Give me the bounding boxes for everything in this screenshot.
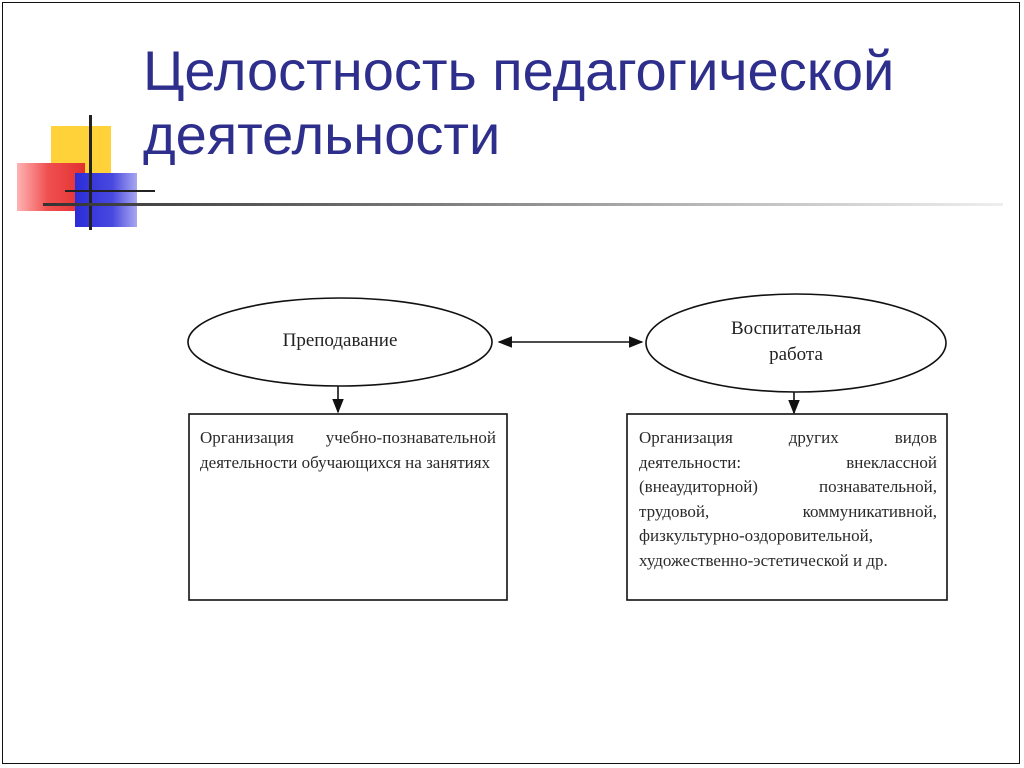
label-line-1: Воспитательная xyxy=(730,318,862,339)
label-prepodavanie: Преподавание xyxy=(282,330,398,351)
right-box-text: Организация других видов деятельности: внеклассной (внеаудиторной) познавательной, трудовой, коммуникативной, физкультурно-оздоровительной, художественно-эстетической и др. xyxy=(639,428,937,570)
right-ellipse-label xyxy=(683,316,909,368)
title-line-1: Целостность педагогической xyxy=(143,39,895,102)
left-ellipse-label xyxy=(223,328,457,354)
left-box-text: Организация учебно-познавательной деятельности обучающихся на занятиях xyxy=(200,428,496,472)
label-line-2: работа xyxy=(769,344,823,365)
diagram-canvas xyxy=(3,3,1020,764)
slide xyxy=(2,2,1020,764)
title-line-2: деятельности xyxy=(143,103,501,166)
